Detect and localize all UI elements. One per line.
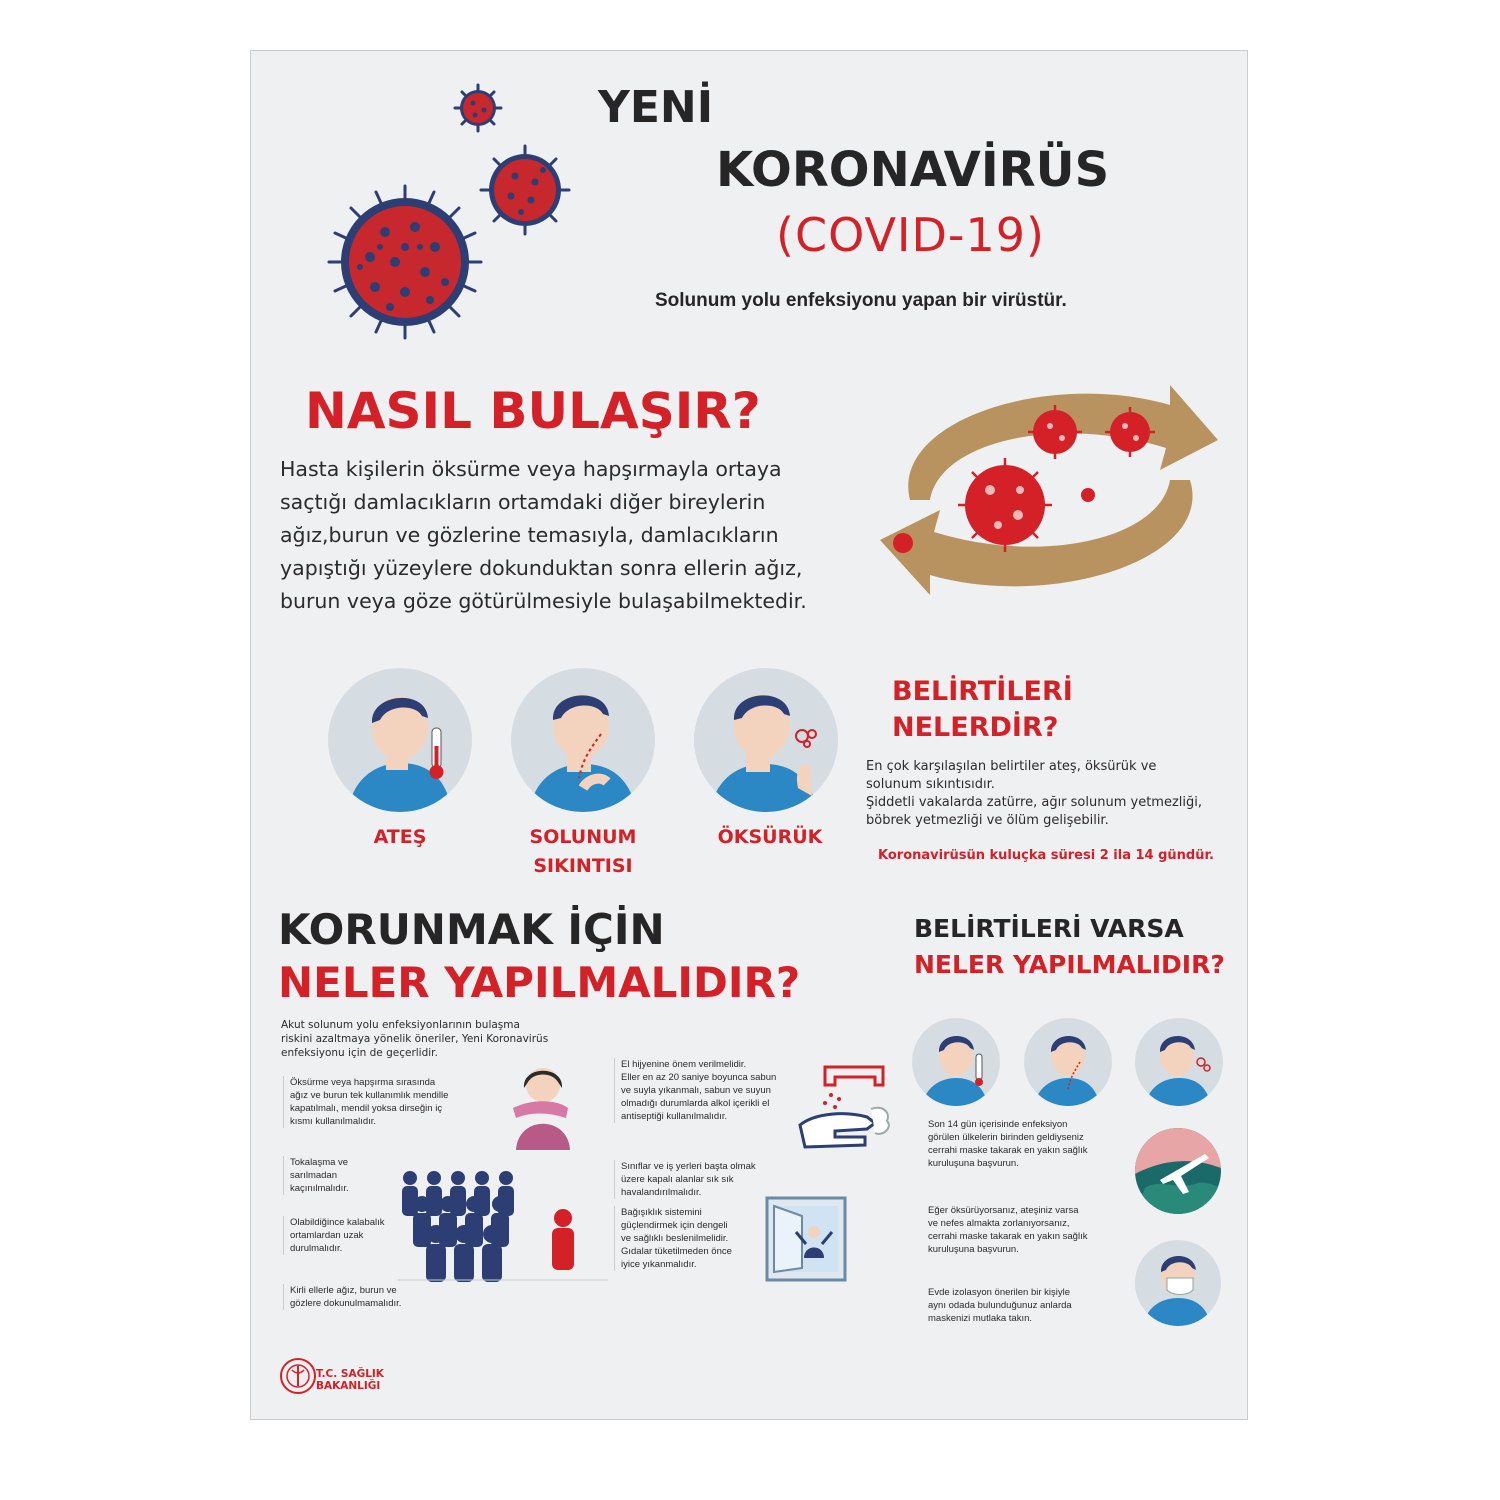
airplane-globe-icon bbox=[1135, 1128, 1221, 1214]
if-symptoms-text-line: Evde izolasyon önerilen bir kişiyle bbox=[928, 1287, 1071, 1298]
if-symptoms-item bbox=[928, 1118, 1128, 1170]
subtitle: Solunum yolu enfeksiyonu yapan bir virüstür. bbox=[655, 290, 1067, 311]
ministry-logo-text bbox=[316, 1368, 384, 1392]
prevention-text-line: ve suyla yıkanmalı, sabun ve suyun bbox=[621, 1085, 771, 1096]
symptoms-body bbox=[866, 758, 1236, 830]
prevention-intro-line: enfeksiyonu için de geçerlidir. bbox=[281, 1047, 438, 1059]
transmission-body bbox=[280, 453, 840, 618]
if-symptoms-fever-illustration bbox=[912, 1018, 1000, 1106]
if-symptoms-heading-line-1: BELİRTİLERİ VARSA bbox=[914, 914, 1184, 943]
symptom-label-breathing bbox=[498, 823, 668, 881]
transmission-line: saçtığı damlacıkların ortamdaki diğer bireylerin bbox=[280, 490, 766, 514]
cough-illustration bbox=[694, 668, 838, 812]
ministry-logo-icon bbox=[278, 1356, 318, 1396]
symptoms-heading-line: BELİRTİLERİ bbox=[892, 676, 1073, 707]
prevention-text-line: Sınıflar ve iş yerleri başta olmak bbox=[621, 1161, 756, 1172]
symptoms-heading-line: NELERDİR? bbox=[892, 712, 1059, 743]
prevention-text-line: olmadığı durumlarda alkol içerikli el bbox=[621, 1098, 770, 1109]
transmission-line: Hasta kişilerin öksürme veya hapşırmayla ortaya bbox=[280, 457, 782, 481]
prevention-text-line: durulmalıdır. bbox=[290, 1243, 343, 1254]
title-line-3: (COVID-19) bbox=[776, 208, 1045, 262]
incubation-note: Koronavirüsün kuluçka süresi 2 ila 14 gündür. bbox=[878, 848, 1214, 863]
prevention-text-line: kaçınılmalıdır. bbox=[290, 1183, 349, 1194]
ministry-logo-line: BAKANLIĞI bbox=[316, 1380, 381, 1392]
prevention-text-line: Eller en az 20 saniye boyunca sabun bbox=[621, 1072, 777, 1083]
symptom-label-cough bbox=[685, 823, 855, 852]
prevention-text-line: güçlendirmek için dengeli bbox=[621, 1220, 728, 1231]
fever-icon bbox=[328, 668, 472, 812]
prevention-intro-line: Akut solunum yolu enfeksiyonlarının bulaşma bbox=[281, 1019, 520, 1031]
if-symptoms-text-line: kuruluşuna başvurun. bbox=[928, 1158, 1019, 1169]
prevention-text-line: kapatılmalı, mendil yoksa dirseğin iç bbox=[290, 1103, 443, 1114]
symptoms-body-line: Şiddetli vakalarda zatürre, ağır solunum yetmezliği, bbox=[866, 795, 1203, 810]
prevention-text-line: gözlere dokunulmamalıdır. bbox=[290, 1298, 402, 1309]
if-symptoms-heading-line-2: NELER YAPILMALIDIR? bbox=[914, 950, 1225, 979]
prevention-text-line: kısmı kullanılmalıdır. bbox=[290, 1116, 377, 1127]
if-symptoms-item bbox=[928, 1286, 1128, 1325]
prevention-text-line: Öksürme veya hapşırma sırasında bbox=[290, 1077, 436, 1088]
transmission-line: burun veya göze götürülmesiyle bulaşabilmektedir. bbox=[280, 589, 807, 613]
prevention-left-item bbox=[283, 1216, 410, 1255]
prevention-right-item bbox=[614, 1206, 781, 1271]
mask-illustration bbox=[1135, 1240, 1221, 1326]
breathing-icon bbox=[1024, 1018, 1112, 1106]
if-symptoms-text-line: ve nefes almakta zorlanıyorsanız, bbox=[928, 1218, 1070, 1229]
prevention-text-line: üzere kapalı alanlar sık sık bbox=[621, 1174, 734, 1185]
prevention-intro-line: riskini azaltmaya yönelik öneriler, Yeni Koronavirüs bbox=[281, 1033, 549, 1045]
prevention-left-item bbox=[283, 1284, 450, 1310]
prevention-text-line: Gıdalar tüketilmeden önce bbox=[621, 1246, 732, 1257]
cough-icon bbox=[694, 668, 838, 812]
prevention-intro bbox=[281, 1018, 581, 1060]
breathing-icon bbox=[511, 668, 655, 812]
prevention-text-line: El hijyenine önem verilmelidir. bbox=[621, 1059, 747, 1070]
prevention-text-line: havalandırılmalıdır. bbox=[621, 1187, 702, 1198]
mask-icon bbox=[1135, 1240, 1221, 1326]
cough-icon bbox=[1135, 1018, 1223, 1106]
prevention-text-line: iyice yıkanmalıdır. bbox=[621, 1259, 697, 1270]
breathing-illustration bbox=[511, 668, 655, 812]
crowd-icon bbox=[398, 1168, 608, 1283]
if-symptoms-text-line: maskenizi mutlaka takın. bbox=[928, 1313, 1033, 1324]
prevention-text-line: ve sağlıklı beslenilmelidir. bbox=[621, 1233, 729, 1244]
symptoms-body-line: böbrek yetmezliği ve ölüm gelişebilir. bbox=[866, 813, 1109, 828]
if-symptoms-text-line: cerrahi maske takarak en yakın sağlık bbox=[928, 1145, 1088, 1156]
transmission-heading: NASIL BULAŞIR? bbox=[305, 382, 761, 440]
prevention-text-line: sarılmadan bbox=[290, 1170, 337, 1181]
cover-mouth-icon bbox=[508, 1060, 578, 1150]
symptom-label-line: ATEŞ bbox=[373, 826, 427, 848]
prevention-text-line: ortamlardan uzak bbox=[290, 1230, 364, 1241]
prevention-heading-line-2: NELER YAPILMALIDIR? bbox=[278, 958, 801, 1007]
prevention-left-item bbox=[283, 1156, 410, 1195]
if-symptoms-text-line: Son 14 gün içerisinde enfeksiyon bbox=[928, 1119, 1068, 1130]
fever-illustration bbox=[328, 668, 472, 812]
handwashing-icon bbox=[795, 1055, 895, 1155]
if-symptoms-breathing-illustration bbox=[1024, 1018, 1112, 1106]
symptom-label-line: ÖKSÜRÜK bbox=[717, 826, 823, 848]
symptom-label-line: SOLUNUM bbox=[529, 826, 637, 848]
if-symptoms-text-line: kuruluşuna başvurun. bbox=[928, 1244, 1019, 1255]
if-symptoms-text-line: görülen ülkelerin birinden geldiyseniz bbox=[928, 1132, 1084, 1143]
prevention-text-line: Kirli ellerle ağız, burun ve bbox=[290, 1285, 397, 1296]
prevention-heading-line-1: KORUNMAK İÇİN bbox=[278, 905, 665, 954]
title-line-2: KORONAVİRÜS bbox=[716, 142, 1110, 198]
fever-icon bbox=[912, 1018, 1000, 1106]
transmission-cycle-icon bbox=[870, 360, 1230, 620]
symptoms-body-line: En çok karşılaşılan belirtiler ateş, öksürük ve bbox=[866, 759, 1157, 774]
prevention-text-line: Olabildiğince kalabalık bbox=[290, 1217, 385, 1228]
virus-cluster-icon bbox=[300, 80, 600, 360]
transmission-line: yapıştığı yüzeylere dokunduktan sonra ellerin ağız, bbox=[280, 556, 803, 580]
prevention-right-item bbox=[614, 1058, 811, 1123]
if-symptoms-text-line: Eğer öksürüyorsanız, ateşiniz varsa bbox=[928, 1205, 1079, 1216]
symptoms-body-line: solunum sıkıntısıdır. bbox=[866, 777, 995, 792]
symptom-label-fever bbox=[315, 823, 485, 852]
prevention-text-line: ağız ve burun tek kullanımlık mendille bbox=[290, 1090, 449, 1101]
travel-illustration bbox=[1135, 1128, 1221, 1214]
prevention-text-line: Tokalaşma ve bbox=[290, 1157, 349, 1168]
symptom-label-line: SIKINTISI bbox=[533, 855, 633, 877]
ministry-logo-line: T.C. SAĞLIK bbox=[316, 1368, 384, 1380]
transmission-line: ağız,burun ve gözlerine temasıyla, damlacıkların bbox=[280, 523, 779, 547]
ventilation-window-icon bbox=[762, 1188, 852, 1288]
if-symptoms-text-line: cerrahi maske takarak en yakın sağlık bbox=[928, 1231, 1088, 1242]
prevention-left-item bbox=[283, 1076, 500, 1128]
prevention-text-line: antiseptiği kullanılmalıdır. bbox=[621, 1111, 728, 1122]
prevention-text-line: Bağışıklık sistemini bbox=[621, 1207, 702, 1218]
title-line-1: YENİ bbox=[598, 82, 714, 133]
if-symptoms-text-line: aynı odada bulunduğunuz anlarda bbox=[928, 1300, 1072, 1311]
if-symptoms-item bbox=[928, 1204, 1128, 1256]
symptoms-heading bbox=[892, 674, 1192, 746]
if-symptoms-cough-illustration bbox=[1135, 1018, 1223, 1106]
